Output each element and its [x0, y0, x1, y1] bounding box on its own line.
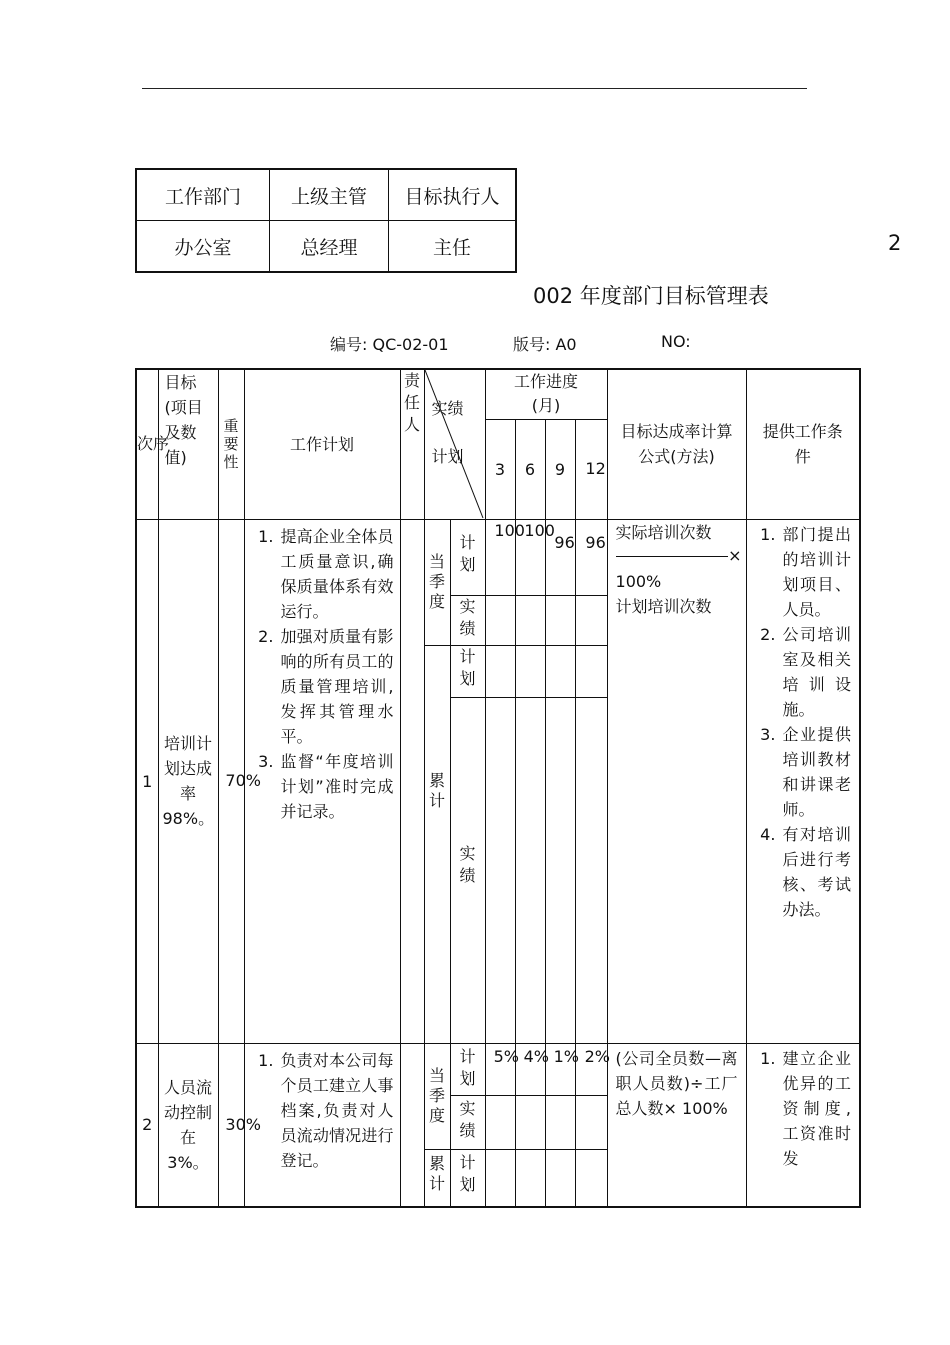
row2-cum-plan-m6 [515, 1149, 545, 1207]
row2-condition-item: 1. 建立企业优异的工资制度,工资准时发 [781, 1046, 852, 1171]
info-value-executor: 主任 [389, 221, 517, 273]
row2-period-cumulative: 累计 [424, 1149, 450, 1207]
row1-plan-m6: 100 [515, 519, 545, 595]
row1-label-actual: 实绩 [450, 595, 485, 645]
row2-owner [400, 1043, 424, 1207]
row1-owner [400, 519, 424, 1043]
row1-actual-m6 [515, 595, 545, 645]
header-diagonal-cell [424, 369, 485, 519]
row2-cum-plan-m3 [485, 1149, 515, 1207]
top-rule [142, 88, 807, 89]
row1-period-current: 当季度 [424, 519, 450, 645]
header-actual: 实绩 [431, 399, 464, 418]
header-month-9: 9 [545, 419, 575, 519]
row1-cum-actual-m9 [545, 697, 575, 1043]
row1-cum-actual-m12 [575, 697, 607, 1043]
header-owner: 责任人 [400, 369, 424, 519]
row2-actual-m9 [545, 1095, 575, 1149]
row1-actual-m3 [485, 595, 515, 645]
header-formula: 目标达成率计算公式(方法) [607, 369, 746, 519]
row1-plan-item: 3. 监督“年度培训计划”准时完成并记录。 [279, 749, 394, 824]
header-month-3: 3 [485, 419, 515, 519]
header-month-12: 12 [575, 419, 607, 519]
row1-weight: 70% [218, 519, 244, 1043]
row1-period-cumulative: 累计 [424, 645, 450, 1043]
row1-label-plan: 计划 [450, 519, 485, 595]
row1-cum-plan-m6 [515, 645, 545, 697]
row1-conditions [746, 519, 860, 1043]
row1-plan-item: 2. 加强对质量有影响的所有员工的质量管理培训,发挥其管理水平。 [279, 624, 394, 749]
page-number: 2 [888, 231, 902, 255]
row1-plan-m3: 100 [485, 519, 515, 595]
formula-numerator: 实际培训次数 [615, 522, 712, 542]
row2-actual-m12 [575, 1095, 607, 1149]
info-header-executor: 目标执行人 [389, 169, 517, 221]
row2-actual-m3 [485, 1095, 515, 1149]
department-info-table [135, 168, 517, 273]
row1-seq: 1 [136, 519, 158, 1043]
doc-no: NO: [661, 332, 691, 351]
row1-cum-plan-m3 [485, 645, 515, 697]
row2-cum-plan-m12 [575, 1149, 607, 1207]
header-conditions: 提供工作条件 [746, 369, 860, 519]
row1-condition-item: 3. 企业提供培训教材和讲课老师。 [781, 722, 852, 822]
row1-condition-item: 2. 公司培训室及相关培训设施。 [781, 622, 852, 722]
row2-label-plan: 计划 [450, 1043, 485, 1095]
header-month-6: 6 [515, 419, 545, 519]
row1-actual-m12 [575, 595, 607, 645]
row2-label-actual: 实绩 [450, 1095, 485, 1149]
info-value-supervisor: 总经理 [270, 221, 389, 273]
row2-conditions [746, 1043, 860, 1207]
row1-actual-m9 [545, 595, 575, 645]
doc-version: 版号: A0 [513, 335, 577, 354]
row1-cum-plan-m9 [545, 645, 575, 697]
row1-cum-actual-m3 [485, 697, 515, 1043]
row1-formula [607, 519, 746, 1043]
info-header-supervisor: 上级主管 [270, 169, 389, 221]
row2-actual-m6 [515, 1095, 545, 1149]
row1-cum-label-actual: 实绩 [450, 697, 485, 1043]
row1-condition-item: 1. 部门提出的培训计划项目、人员。 [781, 522, 852, 622]
page-title: 002 年度部门目标管理表 [533, 284, 769, 308]
row2-plan-m12: 2% [575, 1043, 607, 1095]
header-importance: 重要性 [218, 369, 244, 519]
row1-plan-m12: 96 [575, 519, 607, 595]
header-seq: 次序 [136, 369, 158, 519]
row1-cum-plan-m12 [575, 645, 607, 697]
row2-plan-m9: 1% [545, 1043, 575, 1095]
row1-work-plan [244, 519, 400, 1043]
row2-work-plan [244, 1043, 400, 1207]
target-management-table [135, 368, 861, 1208]
header-plan-small: 计划 [431, 447, 464, 466]
formula-percent: 100% [615, 571, 662, 591]
header-target: 目标(项目及数值) [158, 369, 218, 519]
info-header-dept: 工作部门 [136, 169, 270, 221]
row1-plan-item: 1. 提高企业全体员工质量意识,确保质量体系有效运行。 [279, 524, 394, 624]
row2-plan-item: 1. 负责对本公司每个员工建立人事档案,负责对人员流动情况进行登记。 [279, 1048, 394, 1173]
row2-weight: 30% [218, 1043, 244, 1207]
formula-fraction-bar: × [616, 545, 742, 567]
row2-target: 人员流动控制在3%。 [158, 1043, 218, 1207]
doc-code: 编号: QC-02-01 [330, 335, 449, 354]
row1-cum-label-plan: 计划 [450, 645, 485, 697]
formula-denominator: 计划培训次数 [615, 596, 712, 616]
info-value-dept: 办公室 [136, 221, 270, 273]
row2-formula: (公司全员数—离职人员数)÷工厂总人数× 100% [607, 1043, 746, 1207]
header-plan: 工作计划 [244, 369, 400, 519]
row1-target: 培训计划达成率98%。 [158, 519, 218, 1043]
row2-plan-m6: 4% [515, 1043, 545, 1095]
row2-period-current: 当季度 [424, 1043, 450, 1149]
row2-cum-plan-m9 [545, 1149, 575, 1207]
row1-plan-m9: 96 [545, 519, 575, 595]
row2-cum-label-plan: 计划 [450, 1149, 485, 1207]
row2-plan-m3: 5% [485, 1043, 515, 1095]
row1-condition-item: 4. 有对培训后进行考核、考试办法。 [781, 822, 852, 922]
row1-cum-actual-m6 [515, 697, 545, 1043]
header-progress: 工作进度 (月) [485, 369, 607, 419]
row2-seq: 2 [136, 1043, 158, 1207]
